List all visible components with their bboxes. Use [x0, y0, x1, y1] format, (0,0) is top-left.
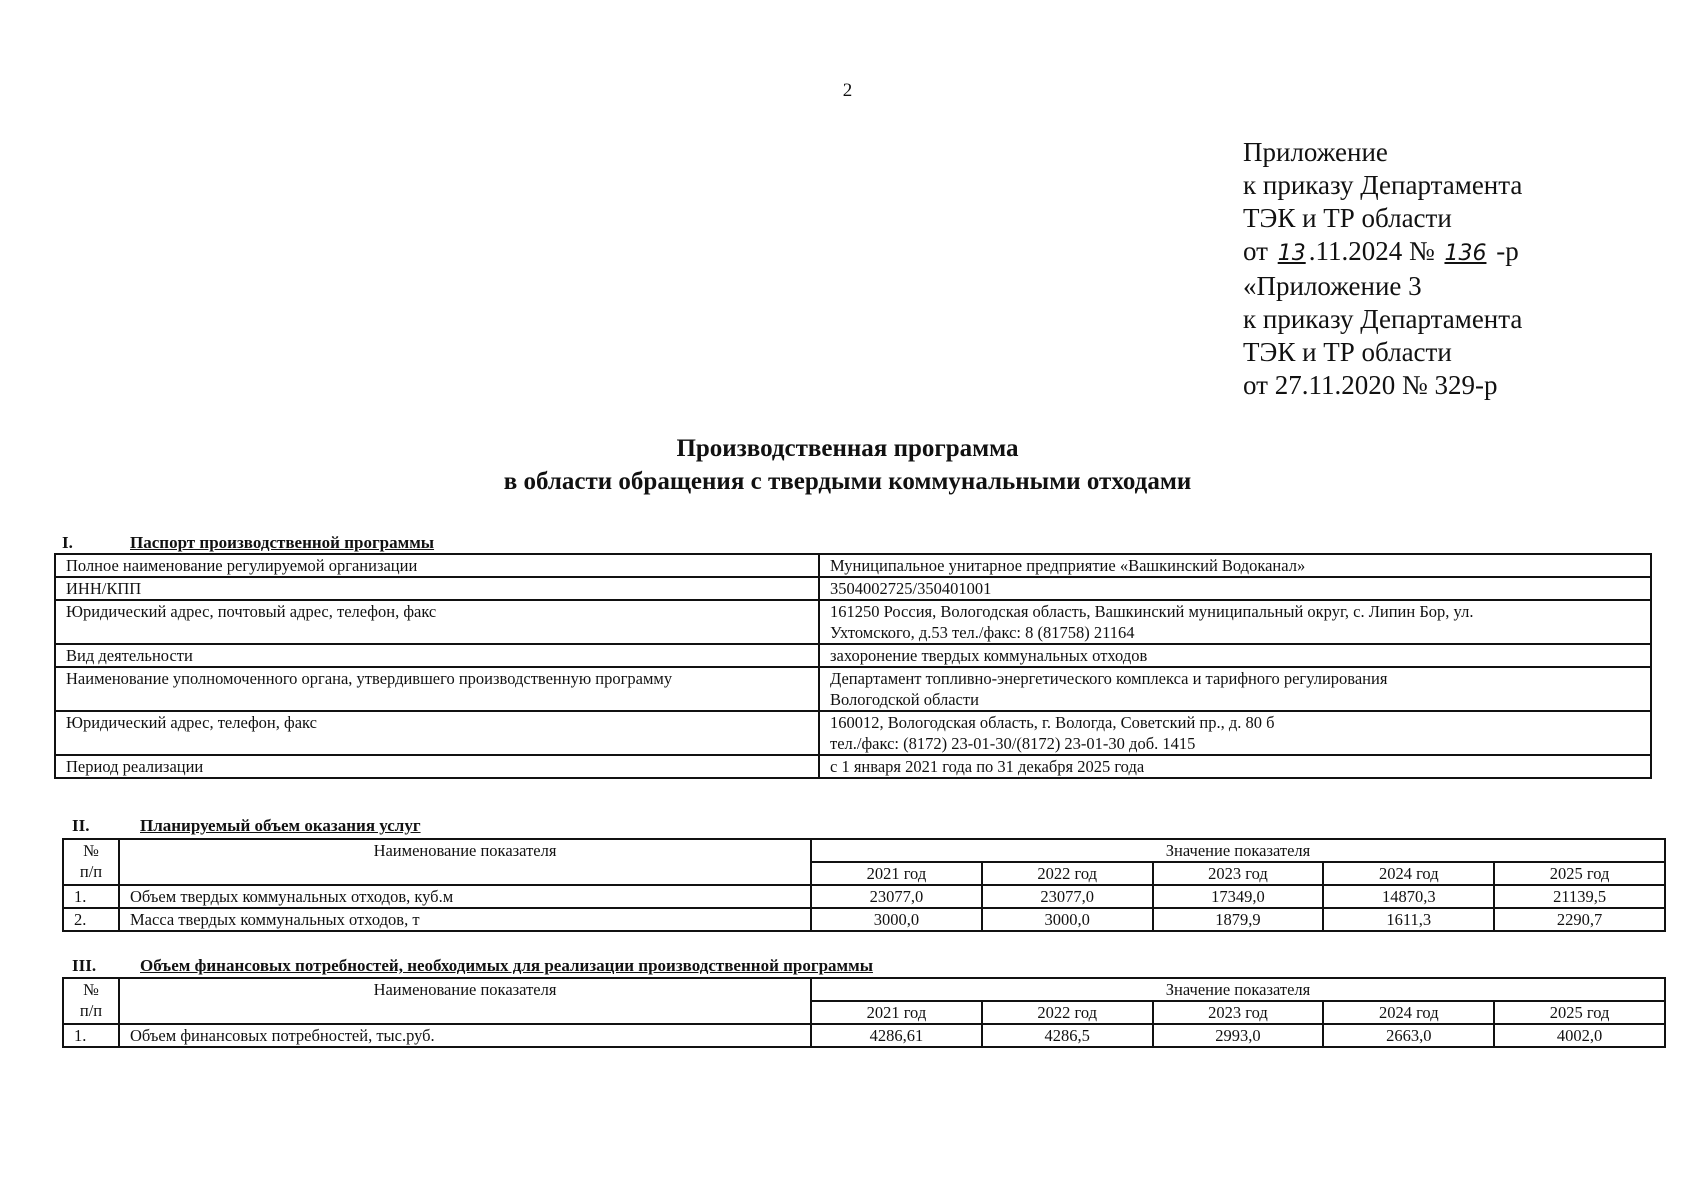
appendix-line: «Приложение 3 [1243, 271, 1422, 301]
appendix-line: к приказу Департамента [1243, 170, 1523, 200]
cell-line: тел./факс: (8172) 23-01-30/(8172) 23-01-30 доб. 1415 [830, 734, 1196, 753]
table-row [55, 554, 1651, 577]
header-no [63, 839, 119, 885]
header-year: 2024 год [1323, 862, 1494, 885]
header-year: 2023 год [1153, 1001, 1324, 1024]
header-year: 2025 год [1494, 862, 1665, 885]
header-year: 2021 год [811, 862, 982, 885]
header-year: 2021 год [811, 1001, 982, 1024]
cell-no: 1. [63, 885, 119, 908]
appendix-line: ТЭК и ТР области [1243, 203, 1452, 233]
header-year: 2024 год [1323, 1001, 1494, 1024]
appendix-prefix: от [1243, 236, 1275, 266]
table-row [55, 667, 1651, 711]
table-row [55, 600, 1651, 644]
header-value: Значение показателя [811, 839, 1665, 862]
table-cell-value [819, 600, 1651, 644]
section-title: Объем финансовых потребностей, необходимых для реализации производственной программы [140, 956, 873, 975]
cell-line: Муниципальное унитарное предприятие «Вашкинский Водоканал» [830, 556, 1306, 575]
document-title [0, 432, 1695, 498]
table-row [63, 908, 1665, 931]
cell-line: Департамент топливно-энергетического комплекса и тарифного регулирования [830, 669, 1388, 688]
table-row [55, 577, 1651, 600]
cell-name: Объем финансовых потребностей, тыс.руб. [119, 1024, 811, 1047]
appendix-date: .11.2024 № [1308, 236, 1442, 266]
table-row [55, 644, 1651, 667]
cell-line: с 1 января 2021 года по 31 декабря 2025 года [830, 757, 1145, 776]
cell-value: 1611,3 [1323, 908, 1494, 931]
header-year: 2023 год [1153, 862, 1324, 885]
appendix-line: к приказу Департамента [1243, 304, 1523, 334]
table-cell-value [819, 554, 1651, 577]
handwritten-number: 136 [1444, 241, 1487, 266]
appendix-line: от 27.11.2020 № 329-р [1243, 370, 1498, 400]
section-title: Планируемый объем оказания услуг [140, 816, 421, 835]
table-cell-value [819, 577, 1651, 600]
table-cell-label: Вид деятельности [55, 644, 819, 667]
cell-line: захоронение твердых коммунальных отходов [830, 646, 1148, 665]
section-number: III. [72, 956, 97, 975]
cell-value: 14870,3 [1323, 885, 1494, 908]
header-line: п/п [79, 862, 103, 881]
appendix-block [1243, 136, 1522, 402]
section-number: II. [72, 816, 90, 835]
cell-name: Масса твердых коммунальных отходов, т [119, 908, 811, 931]
header-name: Наименование показателя [119, 839, 811, 885]
table-cell-label: Юридический адрес, телефон, факс [55, 711, 819, 755]
appendix-line: Приложение [1243, 137, 1388, 167]
page-number: 2 [842, 80, 853, 101]
table-row [63, 885, 1665, 908]
table-row [63, 1024, 1665, 1047]
cell-value: 4002,0 [1494, 1024, 1665, 1047]
table-cell-label: Наименование уполномоченного органа, утвердившего производственную программу [55, 667, 819, 711]
cell-line: 160012, Вологодская область, г. Вологда, Советский пр., д. 80 б [830, 713, 1275, 732]
title-line: в области обращения с твердыми коммунальными отходами [503, 468, 1192, 495]
table-header-row [63, 839, 1665, 862]
cell-value: 21139,5 [1494, 885, 1665, 908]
financial-needs-table [62, 977, 1666, 1048]
header-line: п/п [79, 1001, 103, 1020]
section-number: I. [62, 533, 73, 552]
table-cell-value [819, 644, 1651, 667]
table-row [55, 755, 1651, 778]
cell-line: Ухтомского, д.53 тел./факс: 8 (81758) 21164 [830, 623, 1135, 642]
appendix-line: ТЭК и ТР области [1243, 337, 1452, 367]
cell-value: 23077,0 [982, 885, 1153, 908]
table-cell-label: Период реализации [55, 755, 819, 778]
table-row [55, 711, 1651, 755]
table-cell-value [819, 711, 1651, 755]
table-header-row [63, 978, 1665, 1001]
section-heading [62, 533, 434, 553]
cell-line: 3504002725/350401001 [830, 579, 992, 598]
handwritten-day: 13 [1277, 241, 1306, 266]
header-year: 2022 год [982, 862, 1153, 885]
cell-line: 161250 Россия, Вологодская область, Вашкинский муниципальный округ, с. Липин Бор, ул. [830, 602, 1474, 621]
table-cell-value [819, 755, 1651, 778]
appendix-suffix: -р [1489, 236, 1519, 266]
cell-no: 1. [63, 1024, 119, 1047]
cell-name: Объем твердых коммунальных отходов, куб.м [119, 885, 811, 908]
cell-value: 2290,7 [1494, 908, 1665, 931]
header-line: № [83, 980, 99, 999]
cell-value: 3000,0 [811, 908, 982, 931]
section-heading [72, 956, 873, 976]
cell-value: 2993,0 [1153, 1024, 1324, 1047]
cell-value: 23077,0 [811, 885, 982, 908]
header-no [63, 978, 119, 1024]
cell-value: 1879,9 [1153, 908, 1324, 931]
section-heading [72, 816, 421, 836]
table-cell-value [819, 667, 1651, 711]
cell-value: 17349,0 [1153, 885, 1324, 908]
table-cell-label: ИНН/КПП [55, 577, 819, 600]
header-name: Наименование показателя [119, 978, 811, 1024]
cell-value: 3000,0 [982, 908, 1153, 931]
cell-line: Вологодской области [830, 690, 979, 709]
header-year: 2025 год [1494, 1001, 1665, 1024]
cell-value: 4286,5 [982, 1024, 1153, 1047]
header-line: № [83, 841, 99, 860]
header-year: 2022 год [982, 1001, 1153, 1024]
cell-no: 2. [63, 908, 119, 931]
header-value: Значение показателя [811, 978, 1665, 1001]
table-cell-label: Полное наименование регулируемой организации [55, 554, 819, 577]
passport-table [54, 553, 1652, 779]
services-volume-table [62, 838, 1666, 932]
table-cell-label: Юридический адрес, почтовый адрес, телефон, факс [55, 600, 819, 644]
appendix-order-line [1243, 235, 1522, 270]
cell-value: 4286,61 [811, 1024, 982, 1047]
title-line: Производственная программа [676, 435, 1019, 462]
section-title: Паспорт производственной программы [130, 533, 435, 552]
cell-value: 2663,0 [1323, 1024, 1494, 1047]
